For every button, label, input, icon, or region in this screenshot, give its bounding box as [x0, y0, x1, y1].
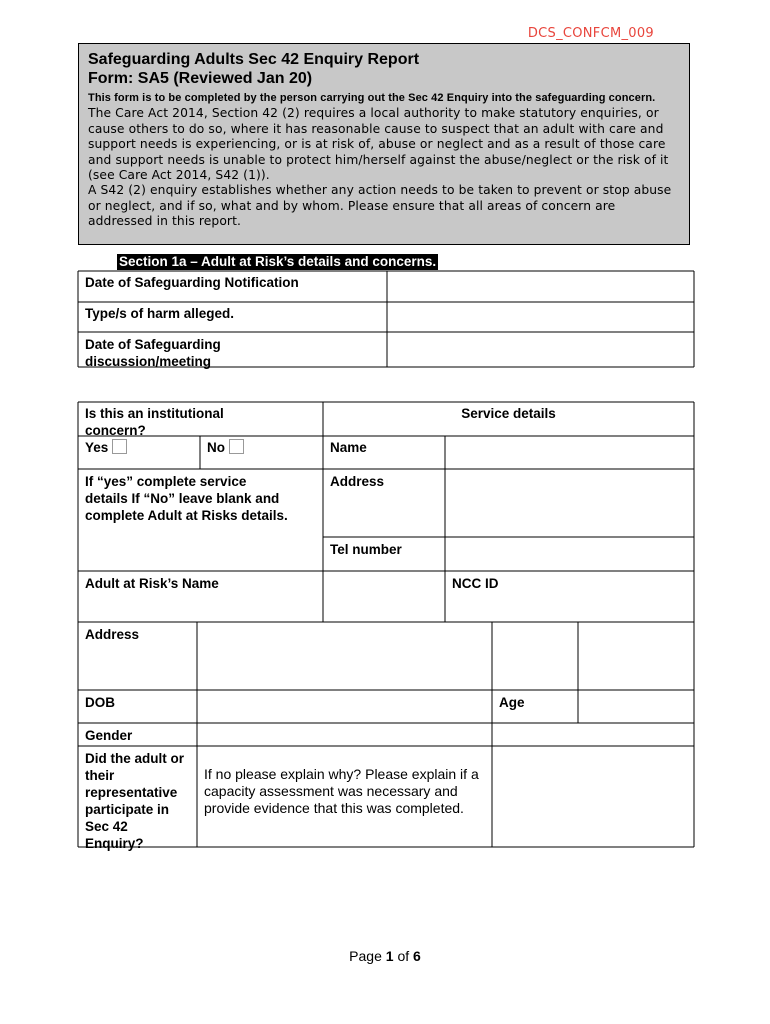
- yes-checkbox[interactable]: [112, 439, 127, 454]
- gender-field[interactable]: [198, 724, 492, 745]
- yes-option[interactable]: [79, 436, 200, 459]
- service-instruction: If “yes” complete service details If “No” leave blank and complete Adult at Risks details.: [85, 474, 288, 523]
- participation-question: Did the adult or their representative participate in Sec 42 Enquiry?: [85, 751, 184, 851]
- yes-label: Yes: [85, 440, 109, 455]
- no-checkbox[interactable]: [229, 439, 244, 454]
- dob-field[interactable]: [198, 691, 492, 722]
- gender-label: Gender: [85, 728, 133, 743]
- age-field[interactable]: [579, 691, 693, 722]
- service-name-field[interactable]: [446, 437, 693, 468]
- adult-name-field[interactable]: [324, 572, 444, 621]
- adult-address-field[interactable]: [198, 623, 492, 689]
- service-tel-field[interactable]: [446, 538, 693, 570]
- date-discussion-field[interactable]: [388, 333, 693, 366]
- participation-note: If no please explain why? Please explain if a capacity assessment was necessary and provide evidence that this was completed.: [204, 766, 479, 816]
- document-reference: DCS_CONFCM_009: [527, 26, 654, 41]
- dob-label: DOB: [85, 695, 115, 710]
- service-name-label: Name: [330, 440, 367, 455]
- institutional-concern-label: Is this an institutional concern?: [85, 406, 224, 438]
- service-address-field[interactable]: [446, 470, 693, 536]
- form-introduction: This form is to be completed by the person carrying out the Sec 42 Enquiry into the safeguarding concern. The Care Act 2014, Section 42 (2) requires a local authority to make statutory enquiries, or cause others to do so, where it has reasonable cause to suspect that an adult with care and support needs is experiencing, or is at risk of, abuse or neglect and as a result of those care and support needs is unable to protect him/herself against the abuse/neglect or the risk of it (see Care Act 2014, S42 (1)). A S42 (2) enquiry establishes whether any action needs to be taken to prevent or stop abuse or neglect, and if so, what and by whom. Please ensure that all areas of concern are addressed in this report.: [88, 92, 672, 229]
- page-total: 6: [413, 948, 421, 964]
- page-footer: Page 1 of 6: [349, 948, 421, 964]
- types-of-harm-field[interactable]: [388, 303, 693, 331]
- age-label: Age: [499, 695, 525, 710]
- section-1a-heading: Section 1a – Adult at Risk’s details and concerns.: [119, 254, 437, 269]
- service-tel-label: Tel number: [330, 542, 402, 557]
- ncc-id-label: NCC ID: [452, 576, 499, 591]
- no-option[interactable]: [201, 436, 322, 459]
- adult-address-label: Address: [85, 627, 140, 642]
- no-label: No: [207, 440, 225, 455]
- types-of-harm-label: Type/s of harm alleged.: [85, 306, 235, 321]
- date-notification-label: Date of Safeguarding Notification: [85, 275, 299, 290]
- form-title: Safeguarding Adults Sec 42 Enquiry Report Form: SA5 (Reviewed Jan 20): [88, 51, 420, 87]
- date-discussion-label: Date of Safeguarding discussion/meeting: [85, 337, 221, 369]
- participation-field[interactable]: [493, 747, 693, 846]
- service-details-heading: Service details: [461, 406, 556, 421]
- date-notification-field[interactable]: [388, 272, 693, 301]
- page-number: 1: [385, 948, 394, 964]
- service-address-label: Address: [330, 474, 385, 489]
- adult-name-label: Adult at Risk’s Name: [85, 576, 219, 591]
